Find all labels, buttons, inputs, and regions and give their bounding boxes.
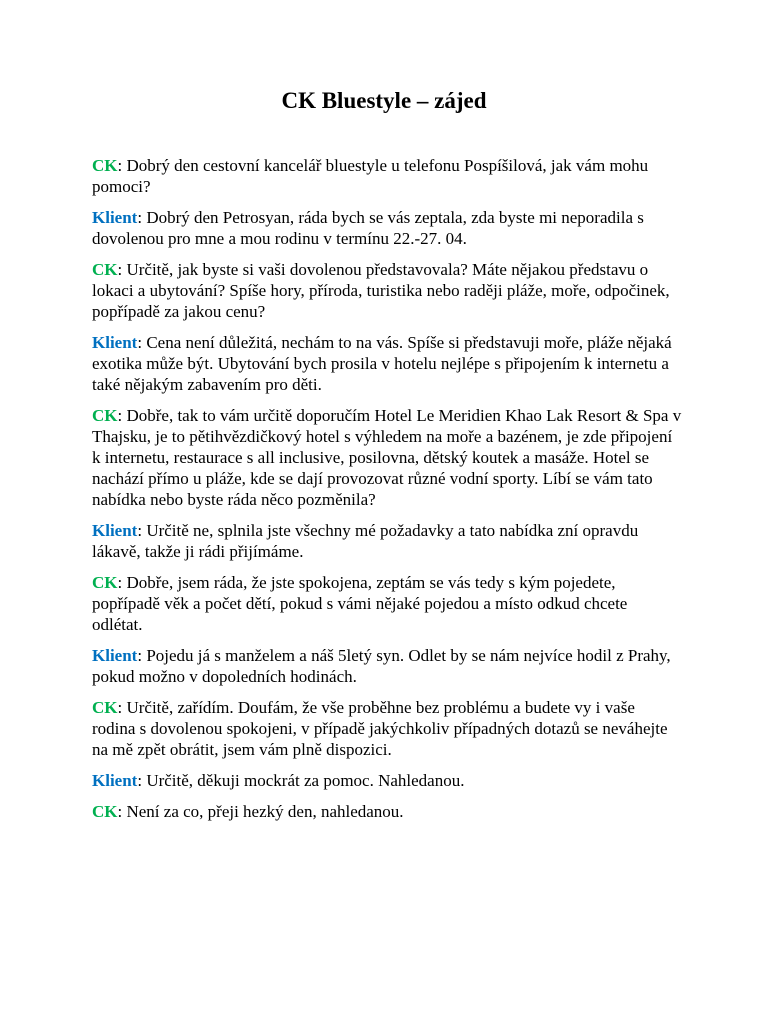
dialogue-entry — [92, 207, 682, 249]
speaker-label-ck: CK — [92, 698, 118, 717]
dialogue-transcript — [92, 155, 682, 832]
dialogue-entry — [92, 155, 682, 197]
dialogue-entry — [92, 801, 682, 822]
speaker-label-klient: Klient — [92, 521, 138, 540]
utterance-text: : Cena není důležitá, nechám to na vás. Spíše si představuji moře, pláže nějaká exotika může být. Ubytování bych prosila v hotelu nejlépe s připojením k internetu a také nějakým zabavením pro děti. — [92, 333, 672, 394]
utterance-text: : Dobrý den Petrosyan, ráda bych se vás zeptala, zda byste mi neporadila s dovolenou pro mne a mou rodinu v termínu 22.-27. 04. — [92, 208, 644, 248]
dialogue-entry — [92, 572, 682, 635]
utterance-text: : Určitě, zařídím. Doufám, že vše proběhne bez problému a budete vy i vaše rodina s dovolenou spokojeni, v případě jakýchkoliv případných dotazů se neváhejte na mě zpět obrátit, jsem vám plně dispozici. — [92, 698, 668, 759]
speaker-label-ck: CK — [92, 260, 118, 279]
speaker-label-ck: CK — [92, 156, 118, 175]
document-title: CK Bluestyle – zájed — [281, 88, 487, 113]
speaker-label-klient: Klient — [92, 646, 138, 665]
speaker-label-klient: Klient — [92, 333, 138, 352]
dialogue-entry — [92, 332, 682, 395]
dialogue-entry — [92, 520, 682, 562]
utterance-text: : Dobrý den cestovní kancelář bluestyle u telefonu Pospíšilová, jak vám mohu pomoci? — [92, 156, 649, 196]
speaker-label-ck: CK — [92, 802, 118, 821]
dialogue-entry — [92, 259, 682, 322]
utterance-text: : Dobře, jsem ráda, že jste spokojena, zeptám se vás tedy s kým pojedete, popřípadě věk a počet dětí, pokud s vámi nějaké pojedou a místo odkud chcete odlétat. — [92, 573, 628, 634]
utterance-text: : Určitě, děkuji mockrát za pomoc. Nahledanou. — [137, 771, 465, 790]
dialogue-entry — [92, 697, 682, 760]
utterance-text: : Není za co, přeji hezký den, nahledanou. — [117, 802, 404, 821]
dialogue-entry — [92, 770, 682, 791]
utterance-text: : Pojedu já s manželem a náš 5letý syn. Odlet by se nám nejvíce hodil z Prahy, pokud možno v dopoledních hodinách. — [92, 646, 671, 686]
utterance-text: : Dobře, tak to vám určitě doporučím Hotel Le Meridien Khao Lak Resort & Spa v Thajsku, je to pětihvězdičkový hotel s výhledem na moře a bazénem, je zde připojení k internetu, restaurace s all inclusive, posilovna, dětský koutek a masáže. Hotel se nachází přímo u pláže, kde se dají provozovat různé vodní sporty. Líbí se vám tato nabídka nebo byste ráda něco pozměnila? — [92, 406, 682, 509]
dialogue-entry — [92, 645, 682, 687]
speaker-label-ck: CK — [92, 573, 118, 592]
speaker-label-ck: CK — [92, 406, 118, 425]
utterance-text: : Určitě, jak byste si vaši dovolenou představovala? Máte nějakou představu o lokaci a ubytování? Spíše hory, příroda, turistika nebo raději pláže, moře, odpočinek, popřípadě za jakou cenu? — [92, 260, 670, 321]
utterance-text: : Určitě ne, splnila jste všechny mé požadavky a tato nabídka zní opravdu lákavě, takže ji rádi přijímáme. — [92, 521, 639, 561]
speaker-label-klient: Klient — [92, 208, 138, 227]
speaker-label-klient: Klient — [92, 771, 138, 790]
dialogue-entry — [92, 405, 682, 510]
